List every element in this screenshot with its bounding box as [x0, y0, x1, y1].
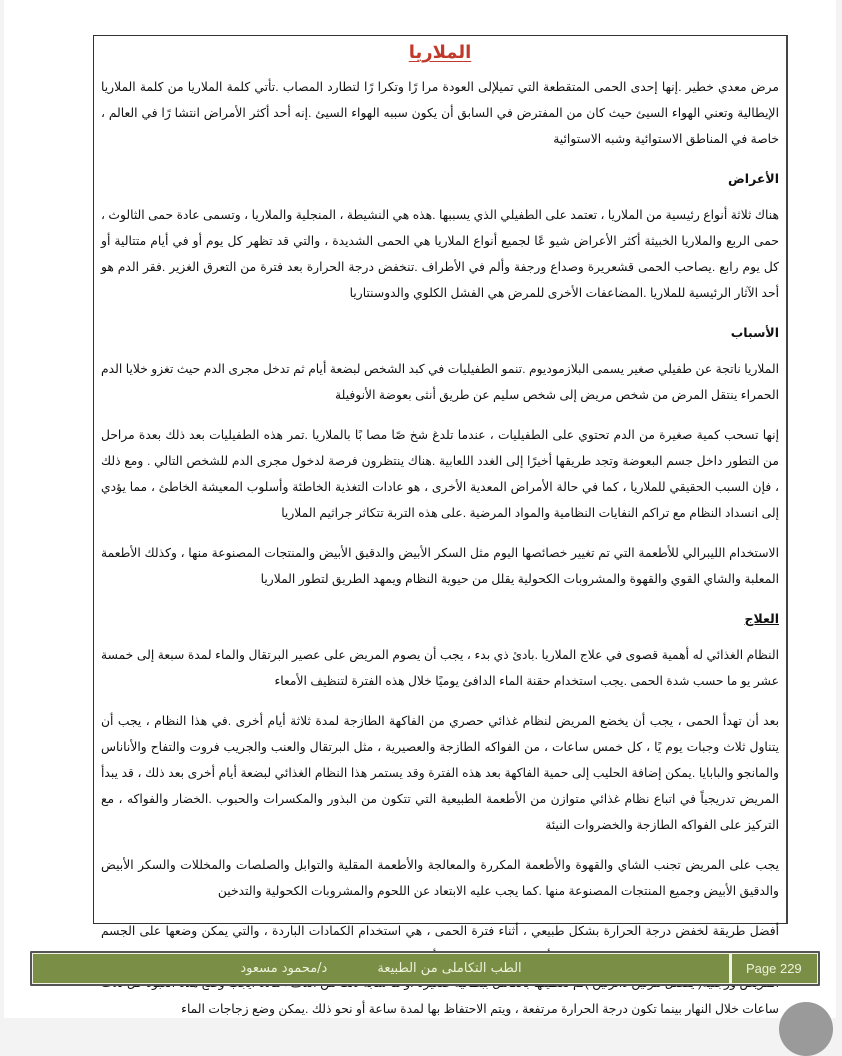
treatment-paragraph-1: النظام الغذائي له أهمية قصوى في علاج الملاريا .بادئ ذي بدء ، يجب أن يصوم المريض على عصير البرتقال والماء لمدة سبعة إلى خمسة عشر يو ما حسب شدة الحمى .يجب استخدام حقنة الماء الدافئ يوميًا خلال هذه الفترة لتنظيف الأمعاء	[101, 648, 779, 688]
footer-page-number: Page 229	[729, 954, 817, 983]
footer-title-bar	[33, 954, 729, 983]
footer-author: د/محمود مسعود	[240, 961, 328, 976]
floating-action-button[interactable]	[779, 1002, 833, 1056]
causes-paragraph-2: إنها تسحب كمية صغيرة من الدم تحتوي على الطفيليات ، عندما تلدغ شخ صًا مصا بًا بالملاريا .تمر هذه الطفيليات بعد ذلك بعدة مراحل من التطور داخل جسم البعوضة وتجد طريقها أخيرًا إلى الغدد اللعابية .هناك ينتظرون فرصة لدخول مجرى الدم للشخص التالي . ومع ذلك ، فإن السبب الحقيقي للملاريا ، كما في حالة الأمراض المعدية الأخرى ، هو عادات التغذية الخاطئة وأسلوب المعيشة الخاطئ ، مما يؤدي إلى انسداد النظام مع تراكم النفايات النظامية والمواد المرضية .على هذه التربة تتكاثر جراثيم الملاريا	[101, 428, 779, 520]
causes-paragraph-3: الاستخدام الليبرالي للأطعمة التي تم تغيير خصائصها اليوم مثل السكر الأبيض والدقيق الأبيض والمنتجات المصنوعة منها ، وكذلك الأطعمة المعلبة والشاي القوي والقهوة والمشروبات الكحولية يقلل من حيوية النظام ويمهد الطريق لتطور الملاريا	[101, 546, 779, 586]
treatment-paragraph-3: يجب على المريض تجنب الشاي والقهوة والأطعمة المكررة والمعالجة والأطعمة المقلية والتوابل والصلصات والمخللات والسكر الأبيض والدقيق الأبيض وجميع المنتجات المصنوعة منها .كما يجب عليه الابتعاد عن اللحوم والمشروبات الكحولية والتدخين	[101, 858, 779, 898]
footer-book-title: الطب التكاملى من الطبيعة	[377, 961, 522, 976]
symptoms-paragraph: هناك ثلاثة أنواع رئيسية من الملاريا ، تعتمد على الطفيلي الذي يسببها .هذه هي النشيطة ، المنجلية والملاريا ، وتسمى عادة حمى الثالوث ، حمى الربع والملاريا الخبيثة أكثر الأعراض شيو عًا لجميع أنواع الملاريا هي الحمى الشديدة ، والتي قد تظهر كل يوم أو في أيام متتالية أو كل يوم رابع .يصاحب الحمى قشعريرة وصداع ورجفة وألم في الأطراف .تنخفض درجة الحرارة بعد فترة من التعرق الغزير .فقر الدم هو أحد الآثار الرئيسية للملاريا .المضاعفات الأخرى للمرض هي الفشل الكلوي والدوسنتاريا	[101, 208, 779, 300]
intro-paragraph: مرض معدي خطير .إنها إحدى الحمى المتقطعة التي تميلإلى العودة مرا رًا وتكرا رًا لتطارد المصاب .تأتي كلمة الملاريا من كلمة الملاريا الإيطالية وتعني الهواء السيئ حيث كان من المفترض في السابق أن يكون سببه الهواء السيئ .إنه أحد أكثر الأمراض انتشا رًا في العالم ، خاصة في المناطق الاستوائية وشبه الاستوائية	[101, 80, 779, 146]
document-title: الملاريا	[408, 42, 472, 63]
treatment-paragraph-4: أفضل طريقة لخفض درجة الحرارة بشكل طبيعي ، أثناء فترة الحمى ، هي استخدام الكمادات الباردة ، والتي يمكن وضعها على الجسم ساعات خلال النهار بينما تكون درجة الحرارة مرتفعة ، ويتم الاحتفاظ بها لمدة ساعة أو نحو ذلك .يمكن وضع زجاجات الماء	[101, 924, 779, 1016]
causes-paragraph-1: الملاريا ناتجة عن طفيلي صغير يسمى البلازموديوم .تنمو الطفيليات في كبد الشخص لبضعة أيام ثم تدخل مجرى الدم حيث تغزو خلايا الدم الحمراء ينتقل المرض من شخص مريض إلى شخص سليم عن طريق أنثى بعوضة الأنوفيلة	[101, 362, 779, 402]
section-heading-treatment: العلاج	[744, 612, 779, 626]
section-heading-causes: الأسباب	[730, 326, 779, 340]
treatment-paragraph-2: بعد أن تهدأ الحمى ، يجب أن يخضع المريض لنظام غذائي حصري من الفاكهة الطازجة لمدة ثلاثة أيام أخرى .في هذا النظام ، يجب أن يتناول ثلاث وجبات يوم يًا ، كل خمس ساعات ، من الفواكه الطازجة والعصيرية ، مثل البرتقال والعنب والجريب فروت والتفاح والأناناس والمانجو والبابايا .يمكن إضافة الحليب إلى حمية الفاكهة بعد هذه الفترة وقد يستمر هذا النظام الغذائي لبضعة أيام أخرى بعد ذلك ، قد يبدأ المريض تدريجياً في اتباع نظام غذائي متوازن من الأطعمة الطبيعية التي تتكون من البذور والمكسرات والحبوب .الخضار والفواكه ، مع التركيز على الفواكه الطازجة والخضروات النيئة	[101, 714, 779, 832]
section-heading-symptoms: الأعراض	[727, 172, 779, 186]
document-page	[4, 0, 836, 1018]
page-footer	[30, 951, 820, 986]
